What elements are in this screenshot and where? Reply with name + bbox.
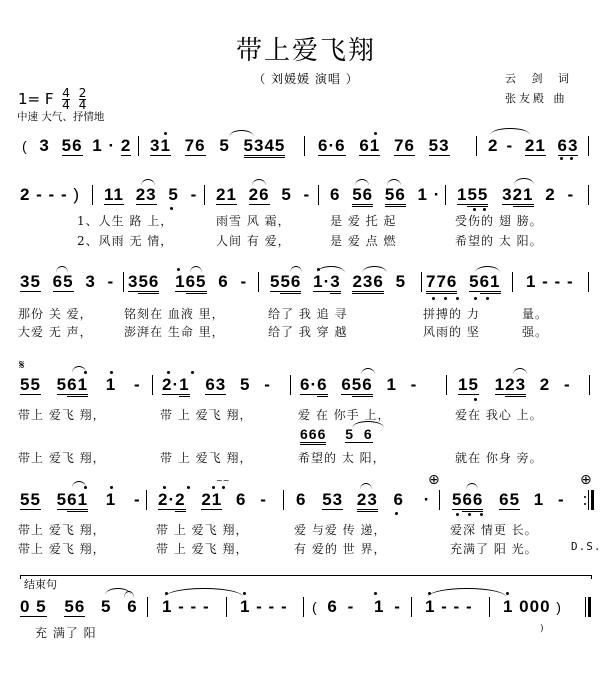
lyric-v2: 希望的 太 阳， (298, 451, 386, 465)
chorus-measure-3: 6·6 656 1 - (300, 375, 417, 395)
measure-intro-end: 2 - - - ) (20, 185, 81, 204)
lyric-v2: 强。 (522, 325, 549, 339)
lyric-v1: 铭刻在 血液 里， (124, 307, 225, 321)
barline (204, 185, 205, 205)
lyric-v2: 风雨的 坚 (423, 325, 480, 339)
ending-measure-2: 1 - - - (162, 597, 210, 616)
song-title: 带上爱飞翔 (235, 36, 376, 66)
slur (362, 266, 387, 273)
ending-measure-5: 1 - - - (425, 597, 473, 616)
slur (387, 179, 401, 186)
high-octave-dot (110, 486, 113, 489)
barline (489, 597, 490, 617)
verse-measure-4: 155 321 2 - (457, 185, 574, 205)
low-octave-dot (432, 297, 435, 300)
barline (588, 136, 589, 156)
lyric-v2: 带上 爱飞 翔， (18, 542, 106, 556)
intro-measure-2: 31 76 5 5345 (150, 136, 285, 156)
barline (152, 375, 153, 395)
barline (304, 136, 305, 156)
measure-3-4: 776 561 (426, 272, 501, 292)
barline (92, 185, 93, 205)
high-octave-dot (177, 268, 180, 271)
lyric-v1: 爱在 我心 上。 (455, 408, 543, 422)
barline (421, 272, 422, 292)
ending-measure-4: ( 6 - 1 - (312, 597, 401, 616)
tie (428, 588, 506, 597)
lyric-v1-m1: 1、人生 路 上， (77, 214, 174, 228)
lyric-v2: 带 上 爱飞 翔， (156, 542, 249, 556)
lyric-v1: 爱深 情更 长。 (450, 523, 538, 537)
barline (123, 272, 124, 292)
low-octave-dot (170, 207, 173, 210)
lyric-v1: 拼搏的 力 (423, 307, 480, 321)
coda-sign: ⊕ (580, 472, 592, 488)
intro-measure-3: 6·6 61 76 53 (318, 136, 450, 156)
chorus2-measure-1: 55 561 1 - (20, 490, 141, 510)
barline (588, 490, 589, 510)
low-octave-dot (456, 297, 459, 300)
chorus2-measure-2: 2·2 21 6 - (158, 490, 267, 510)
slur (72, 481, 86, 488)
verse-measure-1: 11 23 5 - (104, 185, 198, 204)
chorus-measure-2: 2·1 63 5 - (162, 375, 271, 395)
low-octave-dot (468, 513, 471, 516)
lyric-v2: 带上 爱飞 翔， (18, 451, 106, 465)
low-octave-dot (483, 208, 486, 211)
barline (439, 490, 440, 510)
slur (490, 128, 530, 135)
high-octave-dot (212, 486, 215, 489)
low-octave-dot (474, 398, 477, 401)
chorus2-measure-4: 566 65 1 - (452, 490, 565, 510)
lyric-v1-m4: 受伤的 翅 膀。 (455, 214, 543, 228)
low-octave-dot (560, 157, 563, 160)
barline (318, 185, 319, 205)
lyric-v1: 带 上 爱飞 翔， (160, 408, 253, 422)
final-barline (588, 597, 591, 617)
low-octave-dot (570, 157, 573, 160)
lyric-v1: 带上 爱飞 翔， (18, 523, 106, 537)
ending-measure-1: 0 5 56 5 6 (20, 597, 138, 616)
slur (317, 266, 345, 273)
lyric-v2: 大爱 无 声， (18, 325, 93, 339)
lyricist-credit: 云 剑 词 (505, 72, 575, 85)
barline (445, 185, 446, 205)
slur (514, 178, 534, 185)
high-octave-dot (167, 371, 170, 374)
repeat-dot (584, 503, 586, 505)
tie (165, 588, 243, 597)
time-signature-2-4: $\frac{2}{4}$ (78, 86, 87, 112)
lyric-v1: 爱 与爱 传 递， (294, 523, 387, 537)
slur (141, 179, 155, 186)
coda-sign: ⊕ (428, 472, 440, 488)
slur (466, 483, 478, 490)
lyric-v1: 带 上 爱飞 翔， (156, 523, 249, 537)
high-octave-dot (163, 486, 166, 489)
slur (475, 266, 500, 273)
lyric-v1: 爱 在 你手 上， (298, 408, 391, 422)
high-octave-dot (374, 592, 377, 595)
dal-segno-marking: D.S. (571, 540, 602, 553)
alt-notes-verse-2: 666 5 6 (300, 426, 373, 442)
measure-3-2: 356 165 6 - (128, 272, 247, 292)
intro-measure-1: ( 3 56 1 · 2 (22, 136, 132, 155)
lyric-v2-m2: 人间 有 爱， (216, 234, 291, 248)
lyric-v1: 量。 (522, 307, 549, 321)
barline (476, 136, 477, 156)
high-octave-dot (243, 592, 246, 595)
high-octave-dot (191, 371, 194, 374)
end-repeat-barline (591, 490, 594, 510)
lyric-v2: 有 爱的 世 界， (294, 542, 387, 556)
slur (56, 266, 68, 273)
barline (290, 375, 291, 395)
intro-measure-4: 2 - 21 63 (488, 136, 579, 155)
lyric-ending: 充 满了 阳 (35, 626, 97, 640)
low-octave-dot (486, 297, 489, 300)
ending-measure-6: 1 000 ) (503, 597, 562, 616)
barline (589, 375, 590, 395)
lyric-v1: 给了 我 追 寻 (268, 307, 348, 321)
low-octave-dot (395, 512, 398, 515)
lyric-v2-m4: 希望的 太 阳。 (455, 234, 543, 248)
lyric-v2: 充满了 阳 光。 (450, 542, 538, 556)
ending-label: 结束句 (24, 578, 57, 591)
slur (124, 591, 134, 598)
chorus-measure-4: 15 123 2 - (458, 375, 571, 395)
lyric-v2: 澎湃在 生命 里， (124, 325, 225, 339)
high-octave-dot (506, 592, 509, 595)
barline (258, 272, 259, 292)
low-octave-dot (480, 513, 483, 516)
slur (72, 366, 86, 373)
slur (190, 266, 202, 273)
barline (588, 272, 589, 292)
measure-3-5: 1 - - - (526, 272, 574, 291)
ending-bracket-left (20, 575, 21, 579)
mordent-icon: ~~ (216, 476, 230, 485)
lyric-v2-m3: 是 爱 点 燃 (330, 234, 397, 248)
key-label: 1= F (18, 90, 54, 108)
ending-measure-3: 1 - - - (240, 597, 288, 616)
barline (585, 597, 586, 617)
high-octave-dot (110, 371, 113, 374)
trailing-paren: ) (540, 624, 545, 634)
low-octave-dot (473, 208, 476, 211)
barline (226, 597, 227, 617)
high-octave-dot (222, 486, 225, 489)
segno-sign: 𝄋 (19, 358, 25, 373)
barline (303, 597, 304, 617)
chorus2-measure-3: 6 53 23 6 · (296, 490, 430, 510)
time-signature-4-4: $\frac{4}{4}$ (62, 86, 70, 112)
slur (361, 368, 375, 375)
barline (147, 597, 148, 617)
slur (352, 421, 384, 428)
barline (283, 490, 284, 510)
slur (360, 483, 372, 490)
lyric-v1-m2: 雨雪 风 霜， (216, 214, 291, 228)
slur (513, 368, 527, 375)
low-octave-dot (456, 513, 459, 516)
lyric-v2: 给了 我 穿 越 (268, 325, 348, 339)
singer-credit: （ 刘媛媛 演唱 ） (253, 72, 359, 86)
key-signature (18, 88, 86, 111)
lyric-v1: 那份 关 爱， (18, 307, 93, 321)
barline (588, 185, 589, 205)
verse-measure-2: 21 26 5 - (216, 185, 311, 204)
ending-bracket-right (591, 575, 592, 579)
slur (229, 130, 254, 137)
lyric-v1-m3: 是 爱 托 起 (330, 214, 397, 228)
barline (512, 272, 513, 292)
tempo-marking: 中速 大气、抒情地 (17, 111, 105, 123)
lyric-v2: 就在 你身 旁。 (455, 451, 543, 465)
repeat-dot (584, 496, 586, 498)
slur (290, 266, 302, 273)
high-octave-dot (187, 486, 190, 489)
chorus-measure-1: 55 561 1 - (20, 375, 141, 395)
measure-3-3: 556 1·3 236 5 (270, 272, 406, 292)
barline (446, 375, 447, 395)
low-octave-dot (474, 297, 477, 300)
measure-3-1: 35 65 3 - (20, 272, 115, 291)
lyric-v2: 带 上 爱飞 翔， (160, 451, 253, 465)
ending-bracket (20, 575, 592, 576)
slur (252, 179, 266, 186)
low-octave-dot (444, 297, 447, 300)
composer-credit: 张友殿 曲 (505, 92, 568, 105)
lyric-v2-m1: 2、风雨 无 情， (77, 234, 174, 248)
barline (146, 490, 147, 510)
barline (411, 597, 412, 617)
barline (138, 136, 139, 156)
verse-measure-3: 6 56 56 1 · (330, 185, 440, 205)
lyric-v1: 带上 爱飞 翔， (18, 408, 106, 422)
slur (355, 179, 369, 186)
